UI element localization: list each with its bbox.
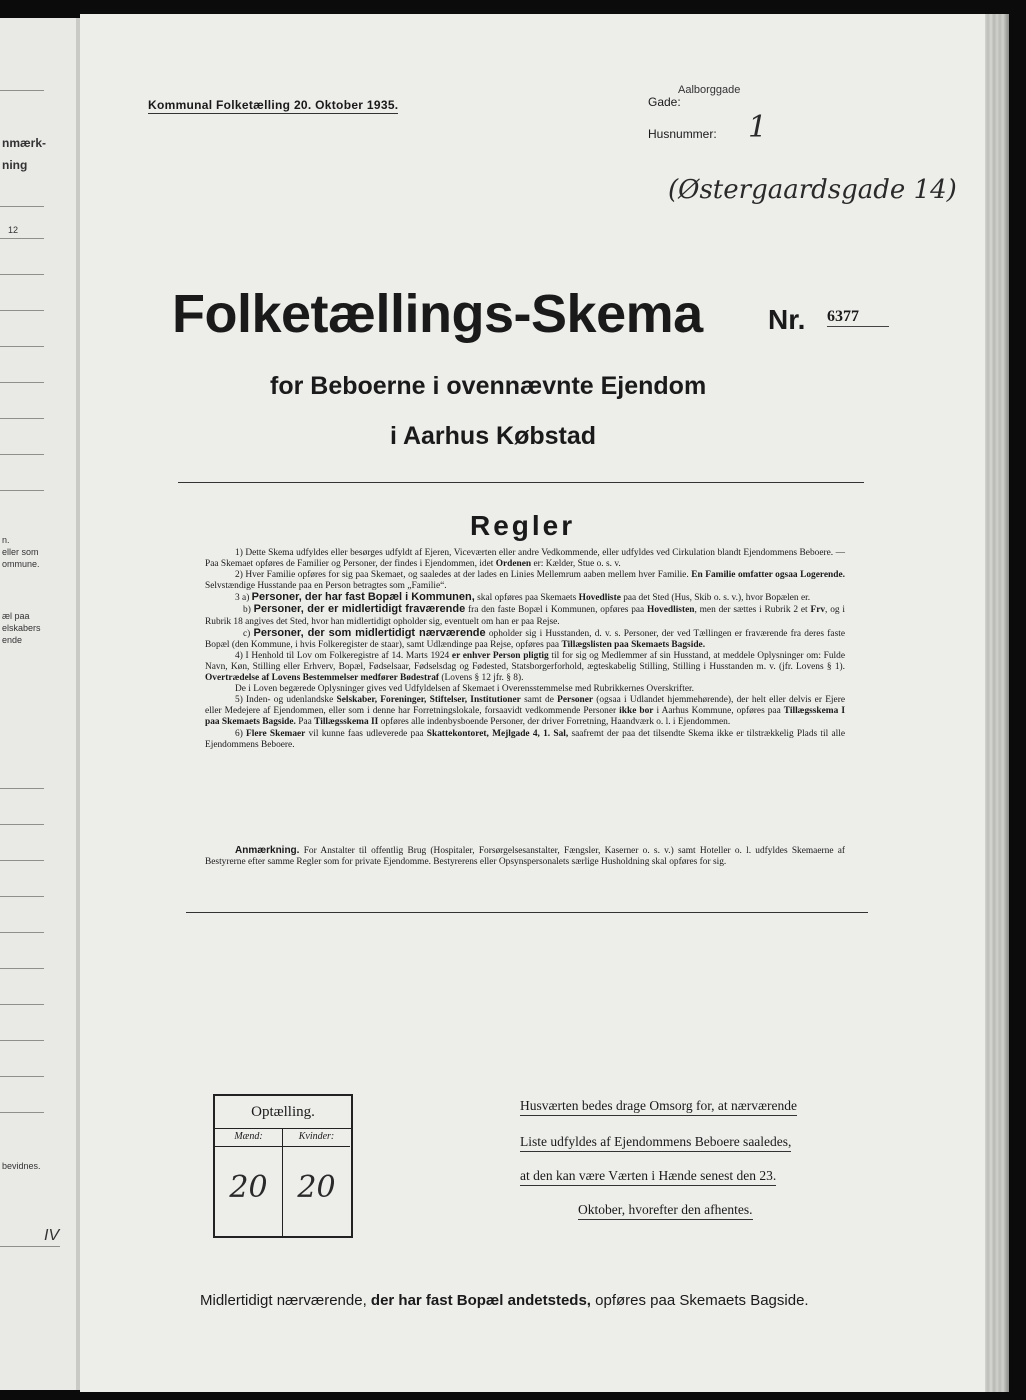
left-fragment-text: elskabers	[2, 623, 41, 633]
left-fragment-colno: 12	[8, 225, 19, 235]
rule-3b: b) Personer, der er midlertidigt fraværende fra den faste Bopæl i Kommunen, opføres paa Hovedlisten, men der sættes i Rubrik 2 et Frv, og i Rubrik 18 angives det Sted, hvor han midlertidigt opholder sig, eventuelt om han er paa Rejse.	[205, 603, 846, 627]
rule-line	[0, 932, 44, 933]
form-number-value: 6377	[827, 308, 889, 327]
rules-body	[205, 548, 845, 751]
form-number-label: Nr.	[768, 304, 806, 335]
notice-line-1: Husværten bedes drage Omsorg for, at nærværende	[520, 1098, 797, 1116]
husnummer-label: Husnummer:	[648, 127, 717, 141]
rule-5: 5) Inden- og udenlandske Selskaber, Foreninger, Stiftelser, Institutioner samt de Personer (ogsaa i Udlandet hjemmehørende), der helt eller delvis er Ejere eller Medejere af Ejendommen, eller som i denne har Forretningslokale, forsaavidt vedkommende Personer ikke bor i Aarhus Kommune, opføres paa Tillægsskema I paa Skemaets Bagside. Paa Tillægsskema II opføres alle indenbysboende Personer, der driver Forretning, Haandværk o. l. i Ejendommen.	[205, 695, 845, 728]
rule-line	[0, 1004, 44, 1005]
notice-line-4: Oktober, hvorefter den afhentes.	[578, 1202, 753, 1220]
page-edges	[985, 14, 1009, 1392]
left-fragment-text: ning	[2, 158, 28, 172]
notice-line-2: Liste udfyldes af Ejendommens Beboere saaledes,	[520, 1134, 791, 1152]
rule-line	[0, 1112, 44, 1113]
rule-6: 6) Flere Skemaer vil kunne faas udleverede paa Skattekontoret, Mejlgade 4, 1. Sal, saafremt der paa det tilsendte Skema ikke er tilstrækkelig Plads til alle Ejendommens Beboere.	[205, 728, 846, 750]
rules-heading: Regler	[470, 510, 576, 541]
rule-line	[0, 824, 44, 825]
left-fragment-text: æl paa	[2, 611, 30, 621]
rule-line	[0, 454, 44, 455]
rule-line	[0, 418, 44, 419]
rule-line	[0, 490, 44, 491]
rule-line	[0, 968, 44, 969]
rule-line	[0, 1076, 44, 1077]
form-municipality: i Aarhus Købstad	[390, 422, 597, 450]
women-label: Kvinder:	[283, 1128, 350, 1147]
rule-line	[0, 238, 44, 239]
rule-line	[0, 310, 44, 311]
gade-value: Aalborggade	[678, 84, 741, 96]
left-fragment-text: bevidnes.	[2, 1161, 41, 1171]
notice-line-3: at den kan være Værten i Hænde senest den 23.	[520, 1168, 776, 1186]
rule-line	[0, 1246, 60, 1247]
form-title: Folketællings-Skema	[172, 284, 703, 344]
rule-1: 1) Dette Skema udfyldes eller besørges udfyldt af Ejeren, Viceværten eller andre Vedkommende, eller udfyldes ved Cirkulation blandt Ejendommens Beboere. — Paa Skemaet opføres de Familier og Personer, der findes i Ejendommen, idet Ordenen er: Kælder, Stue o. s. v.	[205, 548, 845, 570]
men-label: Mænd:	[215, 1128, 282, 1147]
gade-label: Gade:	[648, 95, 681, 109]
rule-line	[0, 896, 44, 897]
rule-line	[0, 274, 44, 275]
rule-3c: c) Personer, der som midlertidigt nærværende opholder sig i Husstanden, d. v. s. Personer, der ved Tællingen er fraværende fra deres faste Bopæl (den Kommune, i hvis Folkeregister de staar), samt Udlændinge paa Rejse, opføres paa Tillægslisten paa Skemaets Bagside.	[205, 626, 845, 650]
count-box-title: Optælling.	[215, 1096, 351, 1129]
rule-line	[0, 346, 44, 347]
anmaerkning-note: Anmærkning. For Anstalter til offentlig Brug (Hospitaler, Forsørgelsesanstalter, Fængsler, Kaserner o. s. v.) samt Hoteller o. l. udfyldes Skemaerne af Bestyrerne efter samme Regler som for private Ejendomme. Bestyrerens eller Opsynspersonalets særlige Husholdning skal opføres for sig.	[205, 845, 845, 868]
divider-line	[186, 912, 868, 913]
left-fragment-text: n.	[2, 535, 10, 545]
divider-line	[178, 482, 864, 483]
rule-line	[0, 788, 44, 789]
rule-line	[0, 90, 44, 91]
left-fragment-roman: IV	[44, 1227, 60, 1244]
rule-line	[0, 206, 44, 207]
left-fragment-text: ommune.	[2, 559, 40, 569]
rule-2: 2) Hver Familie opføres for sig paa Skemaet, og saaledes at der lades en Linies Mellemrum aaben mellem hver Familie. En Familie omfatter ogsaa Logerende. Selvstændige Husstande paa en Person betragtes som „Familie“.	[205, 570, 845, 592]
rule-4-cont: De i Loven begærede Oplysninger gives ved Udfyldelsen af Skemaet i Overensstemmelse med Rubrikkernes Overskrifter.	[235, 684, 694, 695]
count-box	[213, 1094, 353, 1238]
rule-line	[0, 382, 44, 383]
census-date-header: Kommunal Folketælling 20. Oktober 1935.	[148, 98, 399, 112]
left-page-fragment	[0, 18, 78, 1390]
husnummer-value: 1	[748, 110, 768, 145]
left-fragment-text: ende	[2, 635, 23, 645]
left-fragment-text: eller som	[2, 547, 39, 557]
form-subtitle: for Beboerne i ovennævnte Ejendom	[270, 372, 707, 400]
rule-line	[0, 860, 44, 861]
count-box-women-column	[283, 1128, 350, 1236]
men-count: 20	[229, 1170, 268, 1205]
women-count: 20	[297, 1170, 336, 1205]
rule-line	[0, 1040, 44, 1041]
count-box-men-column	[215, 1128, 283, 1236]
rule-3a: 3 a) Personer, der har fast Bopæl i Kommunen, skal opføres paa Skemaets Hovedliste paa det Sted (Hus, Skib o. s. v.), hvor Bopælen er.	[235, 591, 811, 604]
old-address-note: (Østergaardsgade 14)	[668, 175, 957, 205]
rule-4: 4) I Henhold til Lov om Folkeregistre af 14. Marts 1924 er enhver Person pligtig til for sig og Medlemmer af sin Husstand, at meddele Oplysninger om: Fulde Navn, Køn, Stilling eller Erhverv, Bopæl, Fødselsaar, Fødselsdag og Fødested, Statsborgerforhold, ægteskabelig Stilling, Stilling i Husstanden m. v. (jfr. Lovens § 1). Overtrædelse af Lovens Bestemmelser medfører Bødestraf (Lovens § 12 jfr. § 8).	[205, 650, 845, 684]
footer-note: Midlertidigt nærværende, der har fast Bopæl andetsteds, opføres paa Skemaets Bagside.	[200, 1292, 809, 1309]
left-fragment-text: nmærk-	[2, 136, 47, 150]
